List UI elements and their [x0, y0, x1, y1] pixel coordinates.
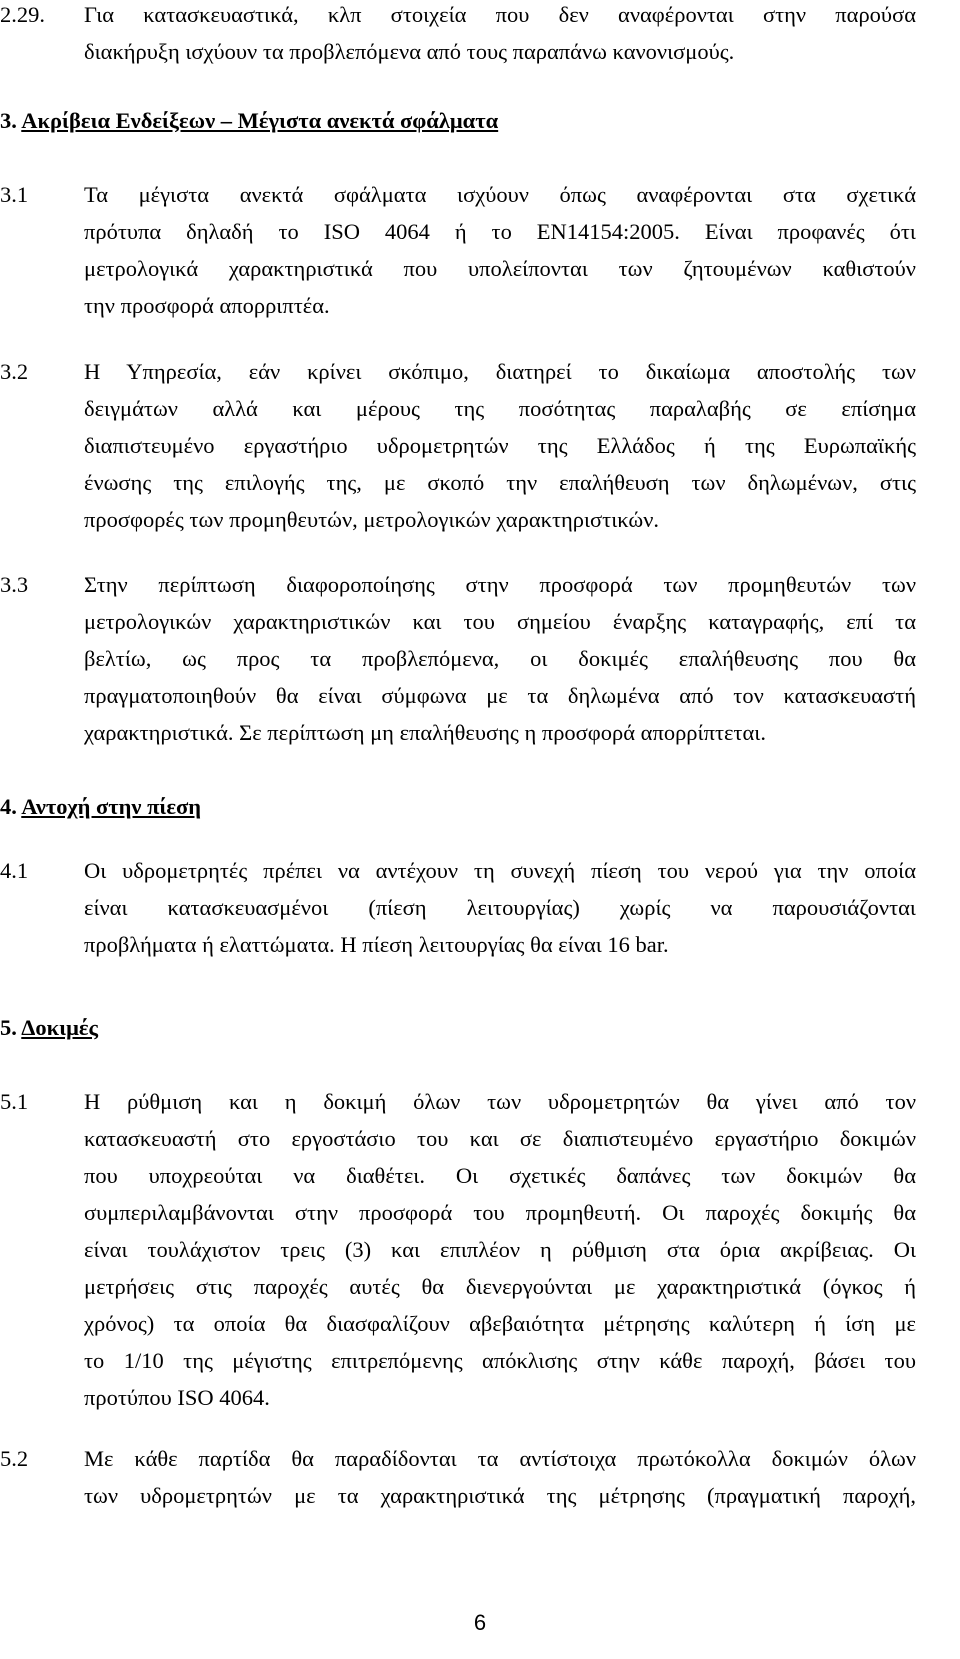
text-line: πρότυπα δηλαδή το ISO 4064 ή το EN14154:2005. Είναι προφανές ότι	[84, 219, 916, 244]
text-line: μετρήσεις στις παροχές αυτές θα διενεργούνται με χαρακτηριστικά (όγκος ή	[84, 1274, 916, 1299]
text-line: χαρακτηριστικά. Σε περίπτωση μη επαλήθευσης η προσφορά απορρίπτεται.	[84, 720, 766, 745]
text-line: πραγματοποιηθούν θα είναι σύμφωνα με τα δηλωμένα από τον κατασκευαστή	[84, 683, 916, 708]
text-line: είναι τουλάχιστον τρεις (3) και επιπλέον η ρύθμιση στα όρια ακρίβειας. Οι	[84, 1237, 916, 1262]
text-line: μετρολογικών χαρακτηριστικών και του σημείου έναρξης καταγραφής, επί τα	[84, 609, 916, 634]
clause-text	[84, 566, 916, 751]
text-line: μετρολογικά χαρακτηριστικά που υπολείπονται των ζητουμένων καθιστούν	[84, 256, 916, 281]
heading-title: Αντοχή στην πίεση	[21, 794, 202, 819]
section-heading-4	[0, 788, 201, 825]
section-heading-3	[0, 102, 498, 139]
text-line: είναι κατασκευασμένοι (πίεση λειτουργίας) χωρίς να παρουσιάζονται	[84, 895, 916, 920]
clause-number: 3.1	[0, 182, 29, 207]
clause-text	[84, 0, 916, 70]
text-line: που υποχρεούται να διαθέτει. Οι σχετικές δαπάνες των δοκιμών θα	[84, 1163, 916, 1188]
clause-number: 5.2	[0, 1446, 29, 1471]
text-line: Η ρύθμιση και η δοκιμή όλων των υδρομετρητών θα γίνει από τον	[84, 1089, 916, 1114]
text-line: των υδρομετρητών με τα χαρακτηριστικά της μέτρησης (πραγματική παροχή,	[84, 1483, 916, 1508]
heading-number: 3.	[0, 108, 17, 133]
clause-number: 3.2	[0, 359, 29, 384]
text-line: Τα μέγιστα ανεκτά σφάλματα ισχύουν όπως αναφέρονται στα σχετικά	[84, 182, 916, 207]
clause-text	[84, 852, 916, 963]
heading-number: 5.	[0, 1015, 17, 1040]
text-line: διαπιστευμένο εργαστήριο υδρομετρητών της Ελλάδος ή της Ευρωπαϊκής	[84, 433, 916, 458]
text-line: προσφορές των προμηθευτών, μετρολογικών χαρακτηριστικών.	[84, 507, 660, 532]
text-line: Οι υδρομετρητές πρέπει να αντέχουν τη συνεχή πίεση του νερού για την οποία	[84, 858, 916, 883]
clause-text	[84, 1083, 916, 1416]
text-line: την προσφορά απορριπτέα.	[84, 293, 330, 318]
clause-number: 2.29.	[0, 2, 45, 27]
heading-title: Δοκιμές	[21, 1015, 98, 1040]
text-line: συμπεριλαμβάνονται στην προσφορά του προμηθευτή. Οι παροχές δοκιμής θα	[84, 1200, 916, 1225]
clause-number: 5.1	[0, 1089, 29, 1114]
clause-number: 4.1	[0, 858, 29, 883]
heading-number: 4.	[0, 794, 17, 819]
clause-text	[84, 1440, 916, 1514]
heading-title: Ακρίβεια Ενδείξεων – Μέγιστα ανεκτά σφάλματα	[21, 108, 499, 133]
text-line: το 1/10 της μέγιστης επιτρεπόμενης απόκλισης στην κάθε παροχή, βάσει του	[84, 1348, 916, 1373]
text-line: ένωσης της επιλογής της, με σκοπό την επαλήθευση των δηλωμένων, στις	[84, 470, 916, 495]
page-number: 6	[473, 1610, 487, 1635]
text-line: βελτίω, ως προς τα προβλεπόμενα, οι δοκιμές επαλήθευσης που θα	[84, 646, 916, 671]
text-line: Με κάθε παρτίδα θα παραδίδονται τα αντίστοιχα πρωτόκολλα δοκιμών όλων	[84, 1446, 916, 1471]
text-line: χρόνος) τα οποία θα διασφαλίζουν αβεβαιότητα μέτρησης καλύτερη ή ίση με	[84, 1311, 916, 1336]
text-line: δειγμάτων αλλά και μέρους της ποσότητας παραλαβής σε επίσημα	[84, 396, 916, 421]
text-line: προτύπου ISO 4064.	[84, 1385, 270, 1410]
section-heading-5	[0, 1009, 98, 1046]
clause-number: 3.3	[0, 572, 29, 597]
text-line: κατασκευαστή στο εργοστάσιο του και σε διαπιστευμένο εργαστήριο δοκιμών	[84, 1126, 916, 1151]
text-line: Για κατασκευαστικά, κλπ στοιχεία που δεν αναφέρονται στην παρούσα	[84, 2, 916, 27]
text-line: διακήρυξη ισχύουν τα προβλεπόμενα από τους παραπάνω κανονισμούς.	[84, 39, 735, 64]
text-line: Η Υπηρεσία, εάν κρίνει σκόπιμο, διατηρεί το δικαίωμα αποστολής των	[84, 359, 916, 384]
clause-text	[84, 353, 916, 538]
clause-text	[84, 176, 916, 324]
text-line: προβλήματα ή ελαττώματα. Η πίεση λειτουργίας θα είναι 16 bar.	[84, 932, 669, 957]
text-line: Στην περίπτωση διαφοροποίησης στην προσφορά των προμηθευτών των	[84, 572, 916, 597]
